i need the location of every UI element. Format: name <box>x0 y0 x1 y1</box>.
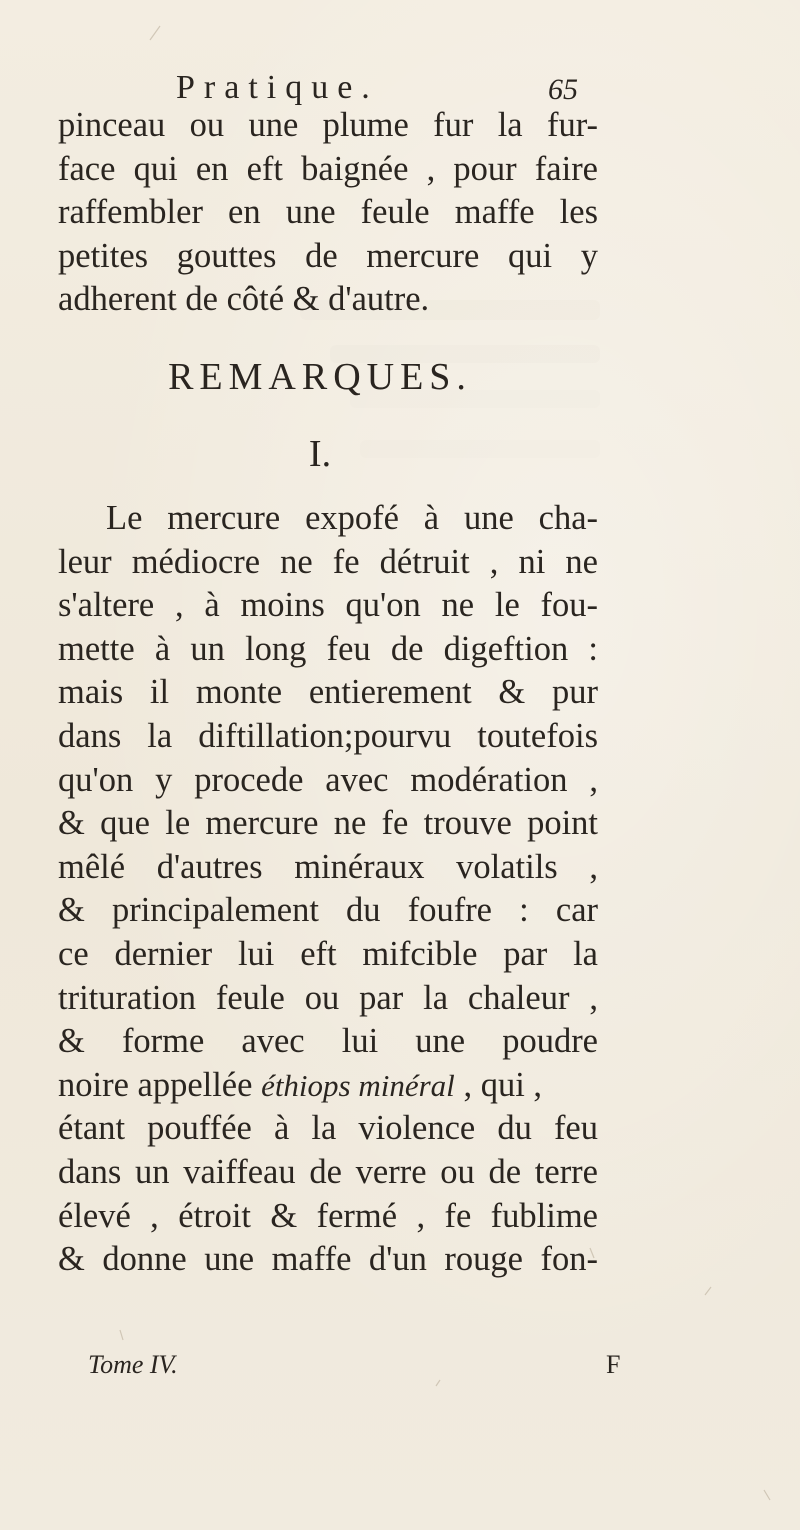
text-line: mette à un long feu de digeftion : <box>58 629 598 668</box>
text-line-part: , qui , <box>463 1065 543 1104</box>
text-line: petites gouttes de mercure qui y <box>58 236 598 275</box>
text-line: ce dernier lui eft mifcible par la <box>58 934 598 973</box>
page-header <box>0 68 800 108</box>
running-title: Pratique. <box>176 69 379 106</box>
text-line: mais il monte entierement & pur <box>58 673 598 712</box>
text-line: dans la diftillation;pourvu toutefois <box>58 716 598 755</box>
text-line: pinceau ou une plume fur la fur- <box>58 106 598 144</box>
paragraph-remark-1 <box>58 497 598 1282</box>
text-line: leur médiocre ne fe détruit , ni ne <box>58 542 598 581</box>
page-footer <box>0 1348 800 1388</box>
text-line <box>58 1064 598 1108</box>
text-line: & donne une maffe d'un rouge fon- <box>58 1240 598 1279</box>
section-numeral: I. <box>308 433 332 475</box>
text-line: dans un vaiffeau de verre ou de terre <box>58 1152 598 1191</box>
text-line-part: noire appellée <box>58 1065 253 1104</box>
signature-mark: F <box>606 1350 621 1379</box>
section-heading: REMARQUES. <box>168 356 472 398</box>
text-line: élevé , étroit & fermé , fe fublime <box>58 1196 598 1235</box>
text-line: & forme avec lui une poudre <box>58 1022 598 1061</box>
text-line: s'altere , à moins qu'on ne le fou- <box>58 586 598 625</box>
text-line: qu'on y procede avec modération , <box>58 760 598 799</box>
text-line: Le mercure expofé à une cha- <box>106 499 598 537</box>
text-line: raffembler en une feule maffe les <box>58 193 598 232</box>
text-line: trituration feule ou par la chaleur , <box>58 978 598 1017</box>
text-line: face qui en eft baignée , pour faire <box>58 149 598 188</box>
text-line: adherent de côté & d'autre. <box>58 280 430 319</box>
text-line: & principalement du foufre : car <box>58 891 598 930</box>
italic-term: éthiops minéral <box>261 1067 455 1103</box>
text-line: étant pouffée à la violence du feu <box>58 1109 598 1148</box>
text-line: & que le mercure ne fe trouve point <box>58 804 598 843</box>
text-line: mêlé d'autres minéraux volatils , <box>58 847 598 886</box>
page-number: 65 <box>548 73 578 106</box>
volume-label: Tome IV. <box>88 1350 178 1379</box>
paragraph-continued <box>58 104 598 322</box>
